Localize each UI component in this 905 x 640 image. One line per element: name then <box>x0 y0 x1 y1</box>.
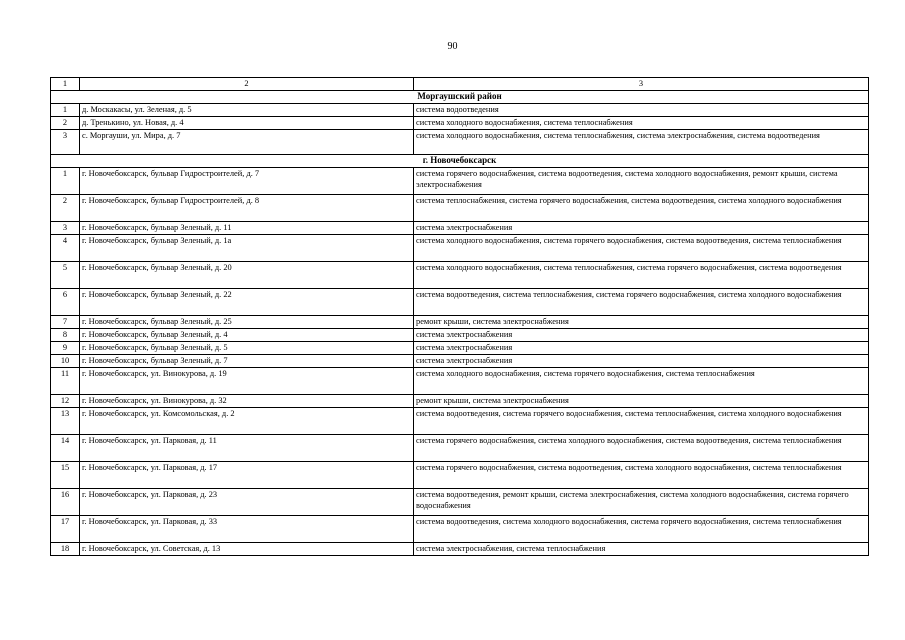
row-number: 10 <box>51 354 80 367</box>
row-number: 3 <box>51 129 80 154</box>
row-address: г. Новочебоксарск, бульвар Зеленый, д. 5 <box>80 341 414 354</box>
section-title: Моргаушский район <box>51 90 869 103</box>
row-systems: система электроснабжения, система теплоснабжения <box>414 542 869 555</box>
table-row <box>51 116 869 129</box>
row-address: г. Новочебоксарск, бульвар Зеленый, д. 4 <box>80 328 414 341</box>
row-number: 8 <box>51 328 80 341</box>
row-systems: система электроснабжения <box>414 328 869 341</box>
row-systems: система горячего водоснабжения, система холодного водоснабжения, система водоотведения, система теплоснабжения <box>414 434 869 461</box>
row-number: 4 <box>51 234 80 261</box>
row-systems: ремонт крыши, система электроснабжения <box>414 394 869 407</box>
row-address: г. Новочебоксарск, бульвар Зеленый, д. 25 <box>80 315 414 328</box>
row-number: 3 <box>51 221 80 234</box>
repair-table <box>50 77 869 556</box>
row-address: г. Новочебоксарск, бульвар Зеленый, д. 22 <box>80 288 414 315</box>
row-systems: система водоотведения <box>414 103 869 116</box>
row-number: 2 <box>51 194 80 221</box>
row-number: 16 <box>51 488 80 515</box>
table-row <box>51 103 869 116</box>
row-address: г. Новочебоксарск, ул. Винокурова, д. 19 <box>80 367 414 394</box>
row-number: 9 <box>51 341 80 354</box>
row-systems: система водоотведения, ремонт крыши, система электроснабжения, система холодного водоснабжения, система горячего водоснабжения <box>414 488 869 515</box>
row-systems: система холодного водоснабжения, система горячего водоснабжения, система водоотведения, система теплоснабжения <box>414 234 869 261</box>
section-title: г. Новочебоксарск <box>51 154 869 167</box>
row-address: г. Новочебоксарск, ул. Парковая, д. 17 <box>80 461 414 488</box>
row-number: 2 <box>51 116 80 129</box>
row-number: 11 <box>51 367 80 394</box>
row-number: 6 <box>51 288 80 315</box>
table-header-row <box>51 78 869 91</box>
row-systems: система электроснабжения <box>414 341 869 354</box>
table-row <box>51 461 869 488</box>
row-number: 17 <box>51 515 80 542</box>
row-systems: ремонт крыши, система электроснабжения <box>414 315 869 328</box>
table-row <box>51 194 869 221</box>
table-row <box>51 407 869 434</box>
table-row <box>51 434 869 461</box>
row-systems: система водоотведения, система теплоснабжения, система горячего водоснабжения, система холодного водоснабжения <box>414 288 869 315</box>
row-systems: система горячего водоснабжения, система водоотведения, система холодного водоснабжения, ремонт крыши, система электроснабжения <box>414 167 869 194</box>
table-row <box>51 315 869 328</box>
table-row <box>51 542 869 555</box>
row-number: 18 <box>51 542 80 555</box>
row-number: 12 <box>51 394 80 407</box>
row-address: г. Новочебоксарск, ул. Комсомольская, д. 2 <box>80 407 414 434</box>
table-row <box>51 367 869 394</box>
row-number: 13 <box>51 407 80 434</box>
row-number: 1 <box>51 103 80 116</box>
table-row <box>51 341 869 354</box>
table-row <box>51 328 869 341</box>
row-systems: система водоотведения, система холодного водоснабжения, система горячего водоснабжения, система теплоснабжения <box>414 515 869 542</box>
column-header: 3 <box>414 78 869 91</box>
row-address: г. Новочебоксарск, бульвар Зеленый, д. 20 <box>80 261 414 288</box>
page-number: 90 <box>447 41 458 52</box>
row-number: 14 <box>51 434 80 461</box>
row-address: г. Новочебоксарск, бульвар Гидростроителей, д. 7 <box>80 167 414 194</box>
table-row <box>51 354 869 367</box>
row-number: 15 <box>51 461 80 488</box>
row-systems: система горячего водоснабжения, система водоотведения, система холодного водоснабжения, система теплоснабжения <box>414 461 869 488</box>
row-systems: система холодного водоснабжения, система теплоснабжения, система горячего водоснабжения, система водоотведения <box>414 261 869 288</box>
row-address: г. Новочебоксарск, бульвар Зеленый, д. 7 <box>80 354 414 367</box>
row-address: г. Новочебоксарск, ул. Парковая, д. 33 <box>80 515 414 542</box>
row-systems: система водоотведения, система горячего водоснабжения, система теплоснабжения, система холодного водоснабжения <box>414 407 869 434</box>
table-row <box>51 394 869 407</box>
row-address: г. Новочебоксарск, бульвар Зеленый, д. 11 <box>80 221 414 234</box>
table-row <box>51 221 869 234</box>
row-systems: система холодного водоснабжения, система теплоснабжения, система электроснабжения, система водоотведения <box>414 129 869 154</box>
row-address: г. Новочебоксарск, ул. Парковая, д. 11 <box>80 434 414 461</box>
table-row <box>51 288 869 315</box>
column-header: 1 <box>51 78 80 91</box>
row-systems: система теплоснабжения, система горячего водоснабжения, система водоотведения, система холодного водоснабжения <box>414 194 869 221</box>
row-systems: система электроснабжения <box>414 221 869 234</box>
section-heading-row <box>51 154 869 167</box>
section-heading-row <box>51 90 869 103</box>
row-address: г. Новочебоксарск, ул. Советская, д. 13 <box>80 542 414 555</box>
row-address: г. Новочебоксарск, ул. Винокурова, д. 32 <box>80 394 414 407</box>
table-row <box>51 167 869 194</box>
row-address: д. Москакасы, ул. Зеленая, д. 5 <box>80 103 414 116</box>
row-address: с. Моргауши, ул. Мира, д. 7 <box>80 129 414 154</box>
row-systems: система холодного водоснабжения, система горячего водоснабжения, система теплоснабжения <box>414 367 869 394</box>
row-address: г. Новочебоксарск, бульвар Зеленый, д. 1а <box>80 234 414 261</box>
row-address: г. Новочебоксарск, бульвар Гидростроителей, д. 8 <box>80 194 414 221</box>
table-row <box>51 261 869 288</box>
table-row <box>51 234 869 261</box>
row-address: г. Новочебоксарск, ул. Парковая, д. 23 <box>80 488 414 515</box>
table-row <box>51 488 869 515</box>
table-row <box>51 515 869 542</box>
row-number: 7 <box>51 315 80 328</box>
table-row <box>51 129 869 154</box>
row-address: д. Тренькино, ул. Новая, д. 4 <box>80 116 414 129</box>
column-header: 2 <box>80 78 414 91</box>
row-systems: система холодного водоснабжения, система теплоснабжения <box>414 116 869 129</box>
row-number: 5 <box>51 261 80 288</box>
row-number: 1 <box>51 167 80 194</box>
row-systems: система электроснабжения <box>414 354 869 367</box>
